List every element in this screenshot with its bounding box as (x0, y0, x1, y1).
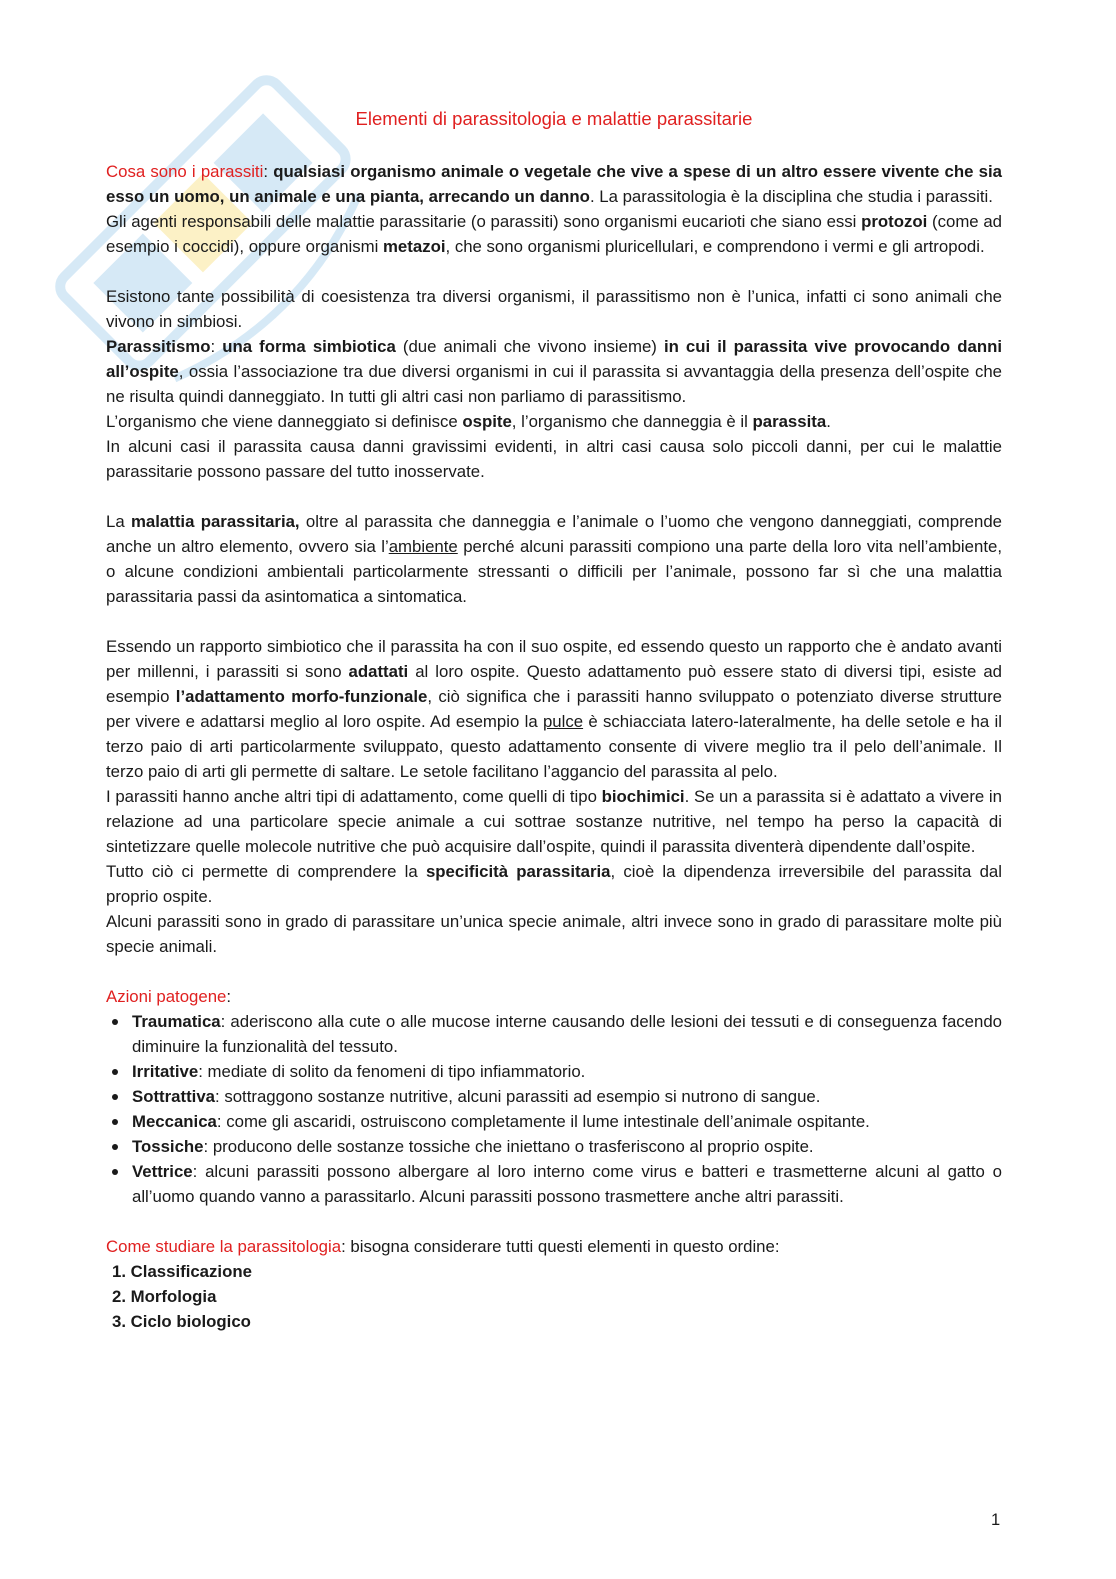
page-number: 1 (991, 1511, 1001, 1529)
paragraph-biochimici: I parassiti hanno anche altri tipi di adattamento, come quelli di tipo biochimici. Se un a parassita si è adattato a vivere in relazione ad una particolare specie animale a cui sottrae sostanze nutritive, nel tempo ha perso la capacità di sintetizzare quelle molecole nutritive che può acquisire dall’ospite, quindi il parassita diventerà dipendente dall’ospite. (106, 787, 1002, 856)
page-title: Elementi di parassitologia e malattie parassitarie (355, 108, 753, 129)
paragraph-agenti: Gli agenti responsabili delle malattie parassitarie (o parassiti) sono organismi eucarioti che siano essi protozoi (come ad esempio i coccidi), oppure organismi metazoi, che sono organismi pluricellulari, e comprendono i vermi e gli artropodi. (106, 212, 1003, 256)
list-item: 2. Morfologia (112, 1287, 217, 1306)
document-body (106, 159, 1002, 1334)
paragraph-coesistenza: Esistono tante possibilità di coesistenza tra diversi organismi, il parassitismo non è l’unica, infatti ci sono animali che vivono in simbiosi. (106, 287, 1002, 331)
paragraph-parassitismo: Parassitismo: una forma simbiotica (due animali che vivono insieme) in cui il parassita vive provocando danni all’ospite, ossia l’associazione tra due diversi organismi in cui il parassita si avvantaggia della presenza dell’ospite che ne risulta quindi danneggiato. In tutti gli altri casi non parliamo di parassitismo. (106, 337, 1002, 406)
azioni-list (106, 1009, 1002, 1209)
heading-parassiti: Cosa sono i parassiti (106, 162, 264, 181)
list-item: Traumatica: aderiscono alla cute o alle mucose interne causando delle lesioni dei tessuti e di conseguenza facendo diminuire la funzionalità del tessuto. (106, 1009, 1002, 1059)
list-item: 3. Ciclo biologico (112, 1312, 251, 1331)
list-item: Sottrattiva: sottraggono sostanze nutritive, alcuni parassiti ad esempio si nutrono di sangue. (106, 1084, 1002, 1109)
heading-come-studiare: Come studiare la parassitologia: bisogna considerare tutti questi elementi in questo ordine: (106, 1237, 780, 1256)
list-item: 1. Classificazione (112, 1262, 252, 1281)
steps-list (106, 1259, 1002, 1334)
paragraph-danni: In alcuni casi il parassita causa danni gravissimi evidenti, in altri casi causa solo piccoli danni, per cui le malattie parassitarie possono passare del tutto inosservate. (106, 437, 1002, 481)
paragraph-specificita: Tutto ciò ci permette di comprendere la specificità parassitaria, cioè la dipendenza irreversibile del parassita dal proprio ospite. (106, 862, 1002, 906)
paragraph-malattia: La malattia parassitaria, oltre al parassita che danneggia e l’animale o l’uomo che vengono danneggiati, comprende anche un altro elemento, ovvero sia l’ambiente perché alcuni parassiti compiono una parte della loro vita nell’ambiente, o alcune condizioni ambientali particolarmente stressanti o difficili per l’animale, possono far sì che una malattia parassitaria passi da asintomatica a sintomatica. (106, 512, 1003, 606)
list-item: Irritative: mediate di solito da fenomeni di tipo infiammatorio. (106, 1059, 1002, 1084)
paragraph-definition: Cosa sono i parassiti: qualsiasi organismo animale o vegetale che vive a spese di un altro essere vivente che sia esso un uomo, un animale e una pianta, arrecando un danno. La parassitologia è la disciplina che studia i parassiti. (106, 162, 1002, 206)
list-item: Tossiche: producono delle sostanze tossiche che iniettano o trasferiscono al proprio ospite. (106, 1134, 1002, 1159)
list-item: Vettrice: alcuni parassiti possono albergare al loro interno come virus e batteri e trasmetterne alcuni al gatto o all’uomo quando vanno a parassitarlo. Alcuni parassiti possono trasmettere anche altri parassiti. (106, 1159, 1002, 1209)
paragraph-adattamento: Essendo un rapporto simbiotico che il parassita ha con il suo ospite, ed essendo questo un rapporto che è andato avanti per millenni, i parassiti si sono adattati al loro ospite. Questo adattamento può essere stato di diversi tipi, esiste ad esempio l’adattamento morfo-funzionale, ciò significa che i parassiti hanno sviluppato o potenziato diverse strutture per vivere e adattarsi meglio al loro ospite. Ad esempio la pulce è schiacciata latero-lateralmente, ha delle setole e ha il terzo paio di arti particolarmente sviluppato, questo adattamento consente di vivere meglio tra il pelo dell’animale. Il terzo paio di arti gli permette di saltare. Le setole facilitano l’aggancio del parassita al pelo. (106, 637, 1003, 781)
heading-azioni-patogene: Azioni patogene: (106, 987, 232, 1006)
paragraph-specie: Alcuni parassiti sono in grado di parassitare un’unica specie animale, altri invece sono in grado di parassitare molte più specie animali. (106, 912, 1002, 956)
paragraph-ospite: L’organismo che viene danneggiato si definisce ospite, l’organismo che danneggia è il parassita. (106, 412, 831, 431)
list-item: Meccanica: come gli ascaridi, ostruiscono completamente il lume intestinale dell’animale ospitante. (106, 1109, 1002, 1134)
